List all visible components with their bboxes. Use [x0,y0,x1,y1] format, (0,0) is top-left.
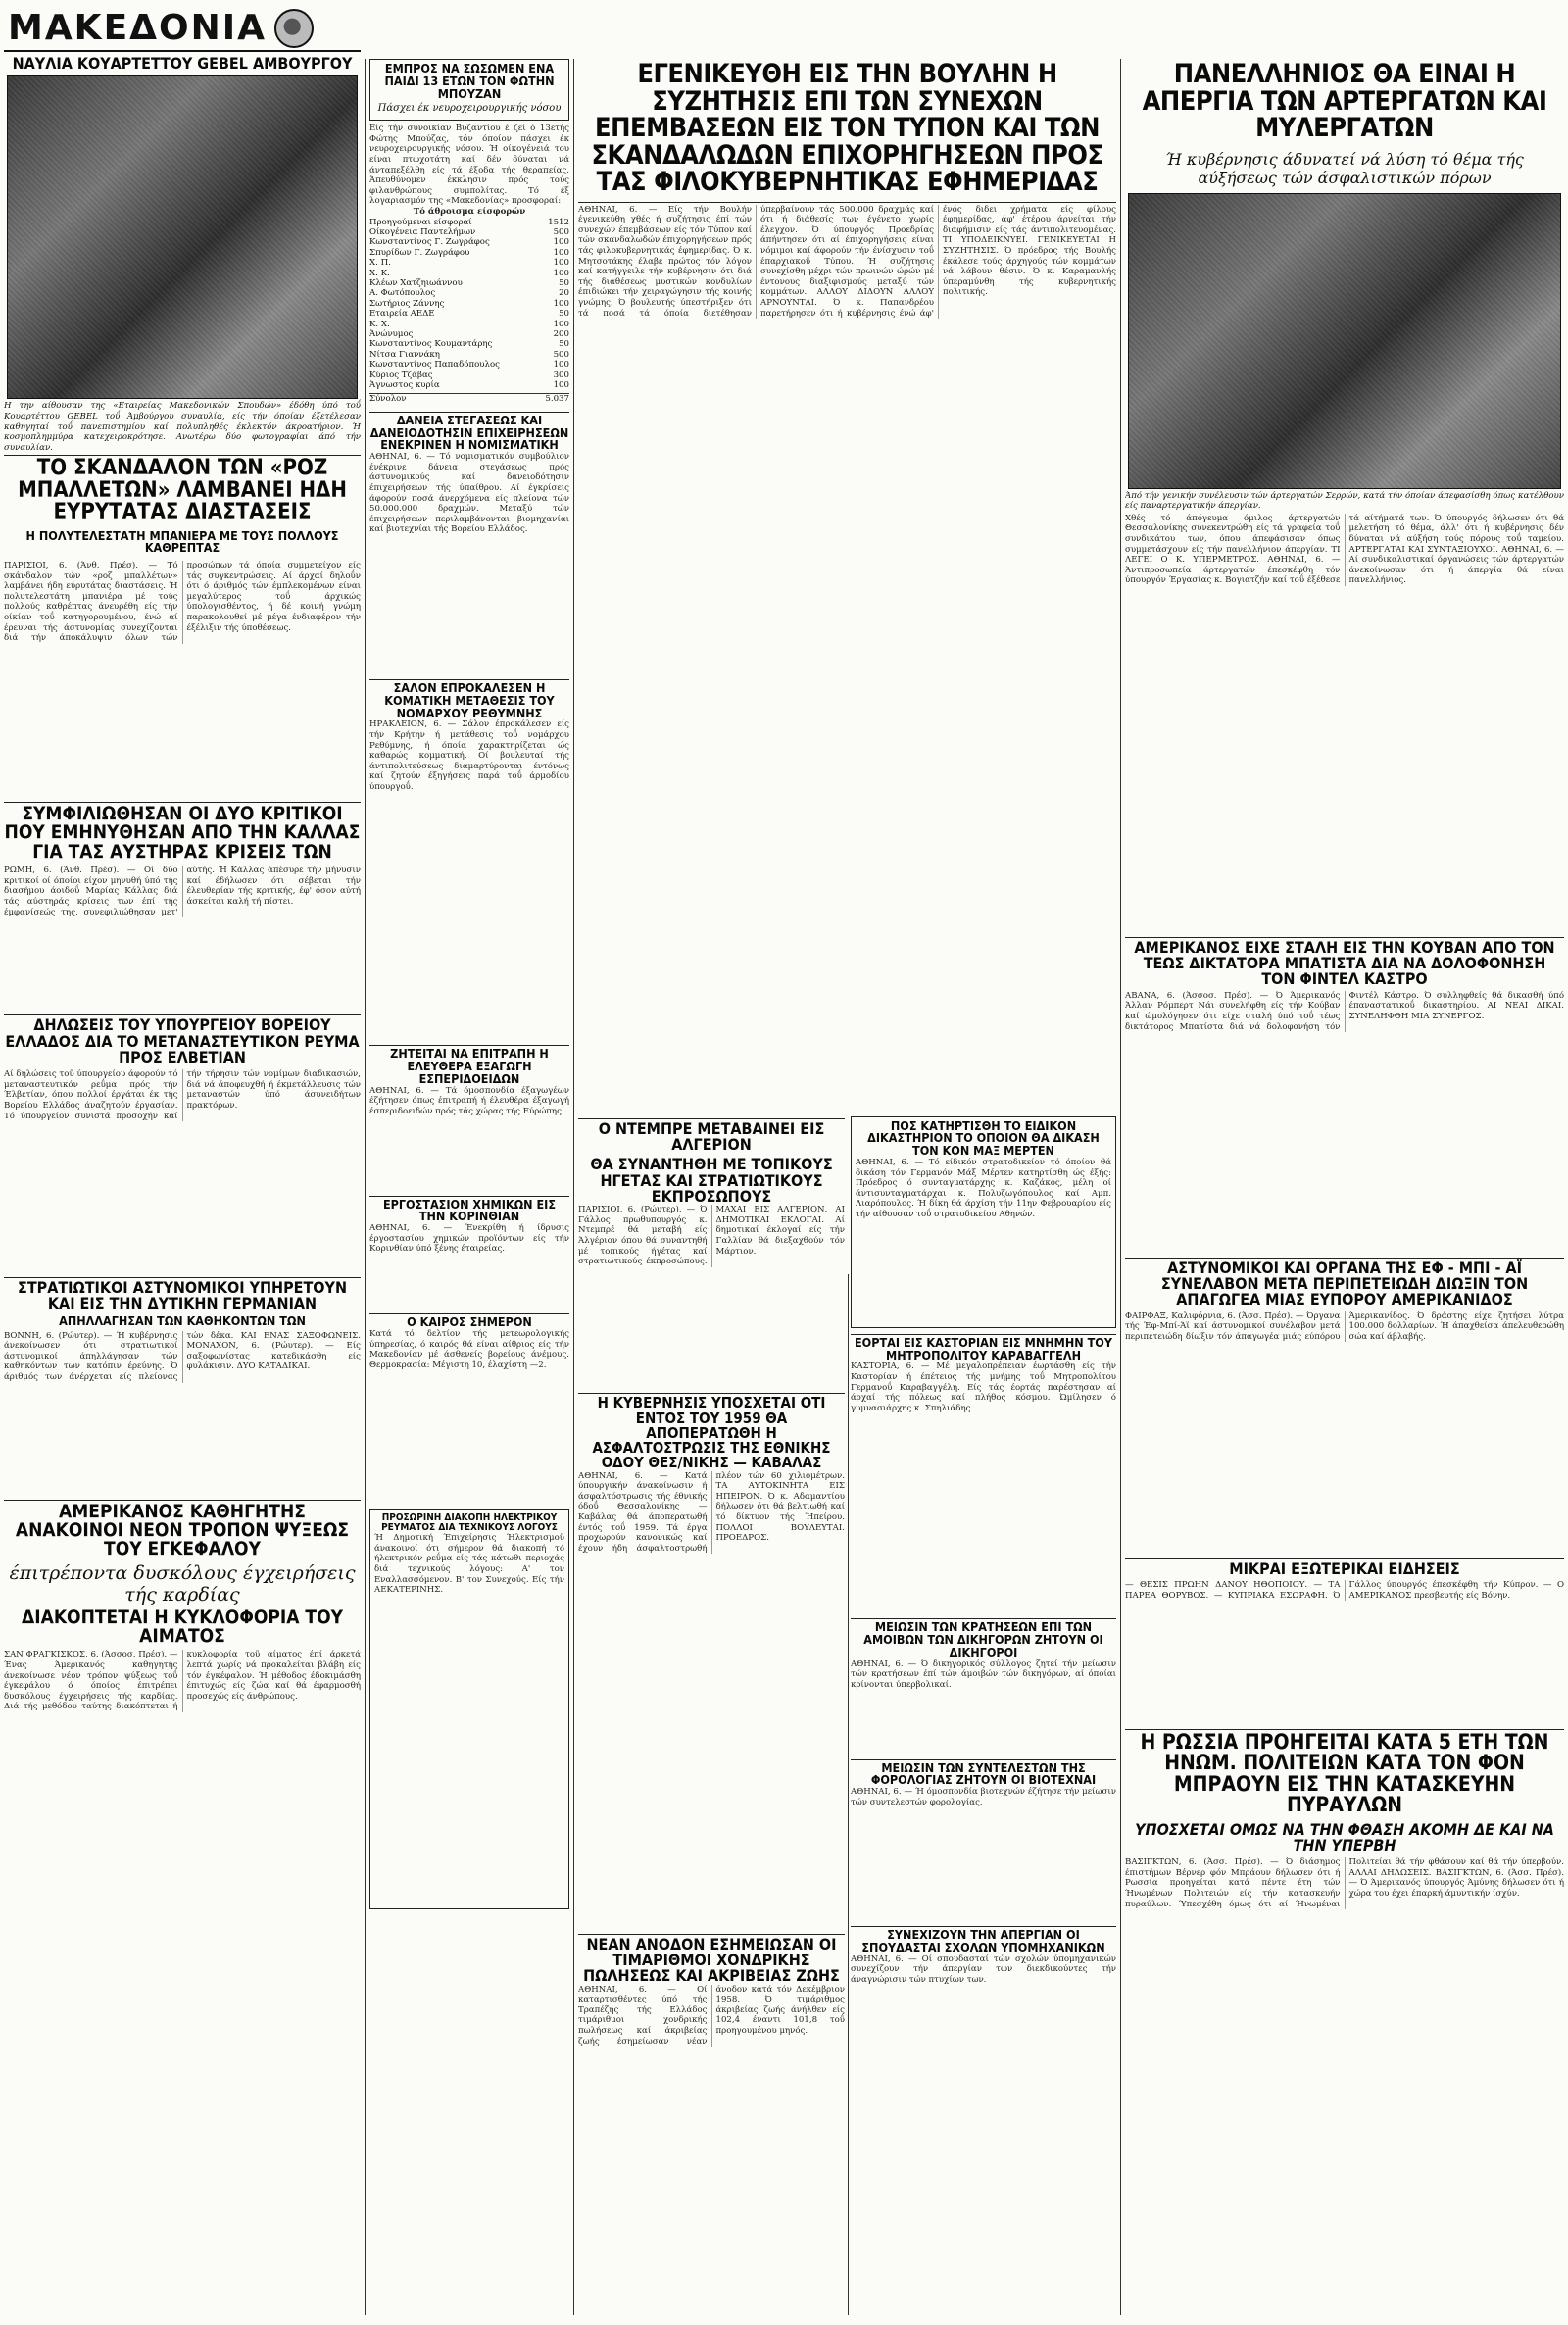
appeal-box [369,59,569,121]
concert-headline: ΝΑΥΛΙΑ ΚΟΥΑΡΤΕΤΤΟΥ GEBEL ΑΜΒΟΥΡΓΟΥ [12,54,353,73]
concert-photo-caption: Η την αίθουσαν της «Εταιρείας Μακεδονικών Σπουδών» έδόθη ύπό τοΰ Κουαρτέττου GEBEL τοΰ Άμβούργου συναυλία, είς τήν όποίαν έξετέλεσαν καθηγηταί τοΰ πανεπιστημίου καί πολυπληθές έκλεκτόν άκροατήριον. Ή κοσμοπλημμύρα κατεχειροκρότησε. Ανωτέρω δύο φωτογραφίαι άπό τήν συναυλίαν. [4,401,361,453]
story-headline: ΖΗΤΕΙΤΑΙ ΝΑ ΕΠΙΤΡΑΠΗ Η ΕΛΕΥΘΕΡΑ ΕΞΑΓΩΓΗ ΕΣΠΕΡΙΔΟΕΙΔΩΝ [390,1046,549,1086]
story-headline: ΜΙΚΡΑΙ ΕΞΩΤΕΡΙΚΑΙ ΕΙΔΗΣΕΙΣ [1229,1558,1460,1578]
column-4 [1125,0,1564,2325]
main-headline: ΕΓΕΝΙΚΕΥΘΗ ΕΙΣ ΤΗΝ ΒΟΥΛΗΝ Η ΣΥΖΗΤΗΣΙΣ ΕΠΙ ΤΩΝ ΣΥΝΕΧΩΝ ΕΠΕΜΒΑΣΕΩΝ ΕΙΣ ΤΟΝ ΤΥΠΟΝ ΚΑΙ ΤΩΝ ΣΚΑΝΔΑΛΩΔΩΝ ΕΠΙΧΟΡΗΓΗΣΕΩΝ ΠΡΟΣ ΤΑΣ ΦΙΛΟΚΥΒΕΡΝΗΤΙΚΑΣ ΕΦΗΜΕΡΙΔΑΣ [591,59,1103,198]
donor-name: Κλέων Χατζηιωάννου [369,278,463,289]
story-subheadline: ΑΠΗΛΛΑΓΗΣΑΝ ΤΩΝ ΚΑΘΗΚΟΝΤΩΝ ΤΩΝ [59,1312,306,1328]
story-body: ΠΑΡΙΣΙΟΙ, 6. (Άνθ. Πρέσ). — Τό σκάνδαλον τών «ροζ μπαλλέτων» λαμβάνει ήδη εύρυτάτας διαστάσεις. Ή πολυτελεστάτη μπανιέρα μέ τούς πολλούς καθρέπτας άνευρέθη είς τήν οίκίαν τοΰ κατηγορουμένου, ένώ αί έρευναι τής άστυνομίας συνεχίζονται διά τήν άποκάλυψιν όλων τών προσώπων τά όποία συμμετείχον είς τάς συγκεντρώσεις. Αί άρχαί δηλοΰν ότι ό άριθμός τών έμπλεκομένων είναι μεγαλύτερος τοΰ άρχικώς ύπολογισθέντος, ή δέ κοινή γνώμη παρακολουθεί μέ μέγα ένδιαφέρον τήν έξέλιξιν τής ύποθέσεως. [4,561,361,644]
story-headline: Ο ΝΤΕΜΠΡΕ ΜΕΤΑΒΑΙΝΕΙ ΕΙΣ ΑΛΓΕΡΙΟΝ [598,1118,825,1154]
donation-row [369,278,569,288]
story-subheadline: ΥΠΟΣΧΕΤΑΙ ΟΜΩΣ ΝΑ ΤΗΝ ΦΘΑΣΗ ΑΚΟΜΗ ΔΕ ΚΑΙ ΝΑ ΤΗΝ ΥΠΕΡΒΗ [1135,1819,1554,1855]
story-headline: ΑΜΕΡΙΚΑΝΟΣ ΕΙΧΕ ΣΤΑΛΗ ΕΙΣ ΤΗΝ ΚΟΥΒΑΝ ΑΠΟ ΤΟΝ ΤΕΩΣ ΔΙΚΤΑΤΟΡΑ ΜΠΑΤΙΣΤΑ ΔΙΑ ΝΑ ΔΟΛΟΦΟΝΗΣΗ ΤΟΝ ΦΙΝΤΕΛ ΚΑΣΤΡΟ [1134,937,1555,989]
lower-left [578,1116,845,2181]
story-headline: ΕΡΓΟΣΤΑΣΙΟΝ ΧΗΜΙΚΩΝ ΕΙΣ ΤΗΝ ΚΟΡΙΝΘΙΑΝ [382,1196,557,1224]
donation-amount: 100 [553,380,569,391]
story-body: ΑΘΗΝΑΙ, 6. — Τά όμοσπονδία έξαγωγέων έζήτησεν όπως έπιτραπή ή έλευθέρα έξαγωγή έσπεριδοειδών πρός τάς χώρας τής Εύρώπης. [369,1085,569,1116]
donor-name: Άγνωστος κυρία [369,380,440,391]
donor-name: Οίκογένεια Παντελήμων [369,227,476,237]
donor-name: Προηγούμεναι είσφοραί [369,217,472,227]
lower-section [578,1116,1116,2181]
donation-amount: 100 [553,319,569,329]
lower-right [851,1116,1116,2181]
donation-row [369,329,569,339]
story-headline: ΕΜΠΡΟΣ ΝΑ ΣΩΣΩΜΕΝ ΕΝΑ ΠΑΙΔΙ 13 ΕΤΩΝ ΤΟΝ ΦΩΤΗΝ ΜΠΟΥΖΑΝ [384,61,555,101]
donation-amount: 100 [553,298,569,309]
donation-row [369,320,569,329]
donation-amount: 20 [559,288,569,299]
donation-amount: 1512 [548,217,569,227]
masthead [4,0,361,52]
head-profile-emblem-icon [274,9,314,48]
column-rule [573,59,574,2315]
story-body: ΑΘΗΝΑΙ, 6. — Τό είδικόν στρατοδικείον τό όποίον θά δικάση τόν Γερμανόν Μάξ Μέρτεν κατηρτίσθη ώς έξής: Πρόεδρος ό συνταγματάρχης κ. Καζάκος, μέλη οί άντισυνταγματάρχαι κ. Πολυζωγόπουλος καί Αμπ. Λιαρόπουλος. Ή δίκη θά άρχίση τήν 11ην Φεβρουαρίου είς τήν αίθουσαν τοΰ στρατοδικείου Αθηνών. [856,1157,1111,1219]
story-headline: ΜΕΙΩΣΙΝ ΤΩΝ ΣΥΝΤΕΛΕΣΤΩΝ ΤΗΣ ΦΟΡΟΛΟΓΙΑΣ ΖΗΤΟΥΝ ΟΙ ΒΙΟΤΕΧΝΑΙ [870,1759,1097,1788]
story-subheadline: έπιτρέποντα δυσκόλους έγχειρήσεις τής καρδίας [9,1561,356,1606]
donation-amount: 100 [553,247,569,258]
donor-name: Νίτσα Γιαννάκη [369,349,440,360]
donation-amount: 100 [553,237,569,248]
donation-row [369,360,569,370]
concert-photo [7,75,358,399]
column-1 [4,0,361,2325]
story-headline: ΤΟ ΣΚΑΝΔΑΛΟΝ ΤΩΝ «ΡΟΖ ΜΠΑΛΛΕΤΩΝ» ΛΑΜΒΑΝΕΙ ΗΔΗ ΕΥΡΥΤΑΤΑΣ ΔΙΑΣΤΑΣΕΙΣ [18,456,347,525]
donations-total-row [369,393,569,404]
column-rule [1120,59,1121,2315]
story-body: ΑΘΗΝΑΙ, 6. — Ή όμοσπονδία βιοτεχνών έζήτησε τήν μείωσιν τών συντελεστών φορολογίας. [851,1787,1116,1807]
story-headline: ΔΗΛΩΣΕΙΣ ΤΟΥ ΥΠΟΥΡΓΕΙΟΥ ΒΟΡΕΙΟΥ ΕΛΛΑΔΟΣ ΔΙΑ ΤΟ ΜΕΤΑΝΑΣΤΕΥΤΙΚΟΝ ΡΕΥΜΑ ΠΡΟΣ ΕΛΒΕΤΙΑΝ [5,1015,360,1066]
story-body: ΑΘΗΝΑΙ, 6. — Οί σπουδασταί τών σχολών ύπομηχανικών συνεχίζουν τήν άπεργίαν των διεκδικούντες τήν άναγνώρισιν τών πτυχίων των. [851,1954,1116,1985]
story-body: ΑΘΗΝΑΙ, 6. — Τό νομισματικόν συμβούλιον ένέκρινε δάνεια στεγάσεως πρός άστυνομικούς καί δανειοδότησιν έπιχειρήσεων τής ύπαίθρου. Αί έγκρίσεις άφορούν ποσά άνερχόμενα είς πλείονα τών 50.000.000 δραχμών. Μεταξύ τών έπιχειρήσεων περιλαμβάνονται βιομηχανίαι καί βιοτεχνίαι τής Βορείου Ελλάδος. [369,452,569,535]
story-headline: ΔΙΑΚΟΠΤΕΤΑΙ Η ΚΥΚΛΟΦΟΡΙΑ ΤΟΥ ΑΙΜΑΤΟΣ [22,1606,343,1648]
donation-row [369,227,569,237]
story-headline: ΣΥΜΦΙΛΙΩΘΗΣΑΝ ΟΙ ΔΥΟ ΚΡΙΤΙΚΟΙ ΠΟΥ ΕΜΗΝΥΘΗΣΑΝ ΑΠΟ ΤΗΝ ΚΑΛΛΑΣ ΓΙΑ ΤΑΣ ΑΥΣΤΗΡΑΣ ΚΡΙΣΕΙΣ ΤΩΝ [4,803,361,863]
donations-total: 5.037 [545,393,569,404]
story-body: ΦΑΙΡΦΑΞ, Καλιφόρνια, 6. (Άσσ. Πρέσ). — Όργανα τής Έφ-Μπί-Άϊ καί άστυνομικοί συνέλαβον μετά περιπετειώδη δίωξιν τόν άπαγωγέα μιάς εύπόρου Άμερικανίδος. Ό δράστης είχε ζητήσει λύτρα 100.000 δολλαρίων. Ή άπαχθείσα άπελευθερώθη σώα καί άβλαβής. [1125,1311,1564,1342]
donor-name: Κ. Χ. [369,319,390,329]
story-subheadline: Η ΠΟΛΥΤΕΛΕΣΤΑΤΗ ΜΠΑΝΙΕΡΑ ΜΕ ΤΟΥΣ ΠΟΛΛΟΥΣ ΚΑΘΡΕΠΤΑΣ [25,527,339,556]
story-body: ΒΟΝΝΗ, 6. (Ρώυτερ). — Ή κυβέρνησις άνεκοίνωσεν ότι στρατιωτικοί άστυνομικοί άπηλλάγησαν τών καθηκόντων των κατόπιν έρεύνης. Ό άριθμός των άνέρχεται είς πλείονας τών δέκα. ΚΑΙ ΕΝΑΣ ΣΑΞΟΦΩΝΕΙΣ. ΜΟΝΑΧΟΝ, 6. (Ρώυτερ). — Είς σαξοφωνίστας κατεδικάσθη είς φυλάκισιν. ΔΥΟ ΚΑΤΑΔΙΚΑΙ. [4,1330,361,1382]
story-headline: ΑΜΕΡΙΚΑΝΟΣ ΚΑΘΗΓΗΤΗΣ ΑΝΑΚΟΙΝΟΙ ΝΕΟΝ ΤΡΟΠΟΝ ΨΥΞΕΩΣ ΤΟΥ ΕΓΚΕΦΑΛΟΥ [15,1500,350,1560]
story-body: ΣΑΝ ΦΡΑΓΚΙΣΚΟΣ, 6. (Άσσοσ. Πρέσ). — Ένας Άμερικανός καθηγητής άνεκοίνωσε νέον τρόπον ψύξεως τοΰ έγκεφάλου ό όποίος έπιτρέπει δυσκόλους έγχειρήσεις τής καρδίας. Διά τής μεθόδου ταύτης διακόπτεται ή κυκλοφορία τοΰ αίματος έπί άρκετά λεπτά χωρίς νά προκαλείται βλάβη είς τόν έγκέφαλον. Ή μέθοδος έδοκιμάσθη έπιτυχώς είς ζώα καί θά έφαρμοσθή προσεχώς είς άνθρώπους. [4,1650,361,1712]
story-headline: ΠΡΟΣΩΡΙΝΗ ΔΙΑΚΟΠΗ ΗΛΕΚΤΡΙΚΟΥ ΡΕΥΜΑΤΟΣ ΔΙΑ ΤΕΧΝΙΚΟΥΣ ΛΟΓΟΥΣ [381,1511,558,1534]
story-body: ΚΑΣΤΟΡΙΑ, 6. — Μέ μεγαλοπρέπειαν έωρτάσθη είς τήν Καστορίαν ή έπέτειος τής μνήμης τοΰ Μητροπολίτου Γερμανοΰ Καραβαγγέλη. Είς τάς έορτάς παρέστησαν αί άρχαί τής πόλεως καί πλήθος κόσμου. Ώμίλησεν ό γυμνασιάρχης κ. Σπηλιάδης. [851,1361,1116,1413]
story-body: Ή Δημοτική Έπιχείρησις Ήλεκτρισμοΰ άνακοινοί ότι σήμερον θά διακοπή τό ήλεκτρικόν ρεΰμα είς τάς κάτωθι περιοχάς διά τεχνικούς λόγους: Α' τον Εναλλασσόμενον. Β' τον Συνεχούς. Είς τήν ΑΕΚΑΤΕΡΙΝΗΣ. [374,1533,564,1596]
donation-row [369,380,569,390]
donation-row [369,309,569,319]
story-subheadline: ΘΑ ΣΥΝΑΝΤΗΘΗ ΜΕ ΤΟΠΙΚΟΥΣ ΗΓΕΤΑΣ ΚΑΙ ΣΤΡΑΤΙΩΤΙΚΟΥΣ ΕΚΠΡΟΣΩΠΟΥΣ [590,1155,833,1206]
story-body: ΠΑΡΙΣΙΟΙ, 6. (Ρώυτερ). — Ό Γάλλος πρωθυπουργός κ. Ντεμπρέ θά μεταβή είς Άλγέριον όπου θά συναντηθή μέ τοπικούς ήγέτας καί στρατιωτικούς έκπροσώπους. ΜΑΧΑΙ ΕΙΣ ΑΛΓΕΡΙΟΝ. ΑΙ ΔΗΜΟΤΙΚΑΙ ΕΚΛΟΓΑΙ. Αί δημοτικαί έκλογαί είς τήν Γαλλίαν θά διεξαχθούν τόν Μάρτιον. [578,1205,845,1267]
donor-name: Χ. Π. [369,258,391,269]
court-box [851,1116,1116,1328]
donor-name: Κωνσταντίνος Κουμαντάρης [369,339,493,350]
donation-amount: 100 [553,360,569,371]
story-body: — ΘΕΣΙΣ ΠΡΩΗΝ ΔΑΝΟΥ ΗΘΟΠΟΙΟΥ. — ΤΑ ΠΑΡΕΑ ΘΟΡΥΒΟΣ. — ΚΥΠΡΙΑΚΑ ΕΣΩΡΑΦΗ. Ό Γάλλος ύπουργός έπεσκέφθη τήν Κύπρον. — Ο ΑΜΕΡΙΚΑΝΟΣ πρεσβευτής είς Βόνην. [1125,1579,1564,1601]
story-body: ΑΘΗΝΑΙ, 6. — Οί καταρτισθέντες ύπό τής Τραπέζης τής Ελλάδος τιμάριθμοι χονδρικής πωλήσεως καί άκριβείας ζωής έσημείωσαν νέαν άνοδον κατά τόν Δεκέμβριον 1958. Ό τιμάριθμος άκριβείας ζωής άνήλθεν είς 102,4 έναντι 101,8 τοΰ προηγουμένου μηνός. [578,1984,845,2047]
donation-row [369,218,569,227]
story-body: Αί δηλώσεις τοΰ ύπουργείου άφορούν τό μεταναστευτικόν ρεΰμα πρός τήν Έλβετίαν, όπου πολλοί έργάται έκ τής Βορείου Ελλάδος άναζητούν έργασίαν. Τό ύπουργείον συνιστά προσοχήν καί τήν τήρησιν τών νομίμων διαδικασιών, διά νά άποφευχθή ή έκμετάλλευσις τών μεταναστών ύπό άσυνειδήτων πρακτόρων. [4,1069,361,1121]
story-body: ΑΘΗΝΑΙ, 6. — Ό δικηγορικός σύλλογος ζητεί τήν μείωσιν τών κρατήσεων έπί τών άμοιβών τών δικηγόρων, αί όποίαι κρίνονται ύπερβολικαί. [851,1658,1116,1690]
donation-row [369,248,569,258]
weather-body: Κατά τό δελτίον τής μετεωρολογικής ύπηρεσίας, ό καιρός θά είναι αίθριος είς τήν Μακεδονίαν μέ άσθενείς βορείους άνέμους. Θερμοκρασία: Μέγιστη 10, έλαχίστη —2. [369,1328,569,1370]
story-headline: Η ΡΩΣΣΙΑ ΠΡΟΗΓΕΙΤΑΙ ΚΑΤΑ 5 ΕΤΗ ΤΩΝ ΗΝΩΜ. ΠΟΛΙΤΕΙΩΝ ΚΑΤΑ ΤΟΝ ΦΟΝ ΜΠΡΑΟΥΝ ΕΙΣ ΤΗΝ ΚΑΤΑΣΚΕΥΗΝ ΠΥΡΑΥΛΩΝ [1140,1729,1549,1817]
power-cut-box [369,1509,569,1909]
donor-name: Εταιρεία ΑΕΔΕ [369,309,435,320]
donation-row [369,339,569,349]
donations-total-label: Σύνολον [369,393,407,404]
donation-amount: 200 [553,329,569,340]
donor-name: Κωνσταντίνος Γ. Ζωγράφος [369,237,490,248]
story-headline: ΜΕΙΩΣΙΝ ΤΩΝ ΚΡΑΤΗΣΕΩΝ ΕΠΙ ΤΩΝ ΑΜΟΙΒΩΝ ΤΩΝ ΔΙΚΗΓΟΡΩΝ ΖΗΤΟΥΝ ΟΙ ΔΙΚΗΓΟΡΟΙ [863,1619,1103,1659]
donation-amount: 100 [553,268,569,278]
donor-name: Κωνσταντίνος Παπαδόπουλος [369,360,500,371]
donation-amount: 500 [553,227,569,237]
donor-name: Χ. Κ. [369,268,390,278]
story-headline: ΔΑΝΕΙΑ ΣΤΕΓΑΣΕΩΣ ΚΑΙ ΔΑΝΕΙΟΔΟΤΗΣΙΝ ΕΠΙΧΕΙΡΗΣΕΩΝ ΕΝΕΚΡΙΝΕΝ Η ΝΟΜΙΣΜΑΤΙΚΗ [369,412,569,453]
masthead-title: ΜΑΚΕΔΟΝΙΑ [8,8,268,48]
story-body: Είς τήν συνοικίαν Βυζαντίου έ ζεί ό 13ετής Φώτης Μπούζας, τόν όποίον πάσχει έκ νευροχειρουργικής νόσου. Ή οίκογένειά του είναι πτωχοτάτη καί δέν δύναται νά άνταπεξέλθη είς τά έξοδα τής θεραπείας. Άπευθύνομεν έκκλησιν πρός τούς φιλανθρώπους συμπολίτας. Τό έξ λογαριασμόν της «Μακεδονίας» προσφοραί: [369,124,569,207]
donor-name: Σπυρίδων Γ. Ζωγράφου [369,247,470,258]
story-headline: ΝΕΑΝ ΑΝΟΔΟΝ ΕΣΗΜΕΙΩΣΑΝ ΟΙ ΤΙΜΑΡΙΘΜΟΙ ΧΟΝΔΡΙΚΗΣ ΠΩΛΗΣΕΩΣ ΚΑΙ ΑΚΡΙΒΕΙΑΣ ΖΩΗΣ [583,1934,840,1986]
story-headline: ΠΟΣ ΚΑΤΗΡΤΙΣΘΗ ΤΟ ΕΙΔΙΚΟΝ ΔΙΚΑΣΤΗΡΙΟΝ ΤΟ ΟΠΟΙΟΝ ΘΑ ΔΙΚΑΣΗ ΤΟΝ ΚΟΝ ΜΑΞ ΜΕΡΤΕΝ [867,1117,1100,1159]
story-headline: ΣΑΛΟΝ ΕΠΡΟΚΑΛΕΣΕΝ Η ΚΟΜΑΤΙΚΗ ΜΕΤΑΘΕΣΙΣ ΤΟΥ ΝΟΜΑΡΧΟΥ ΡΕΘΥΜΝΗΣ [384,680,555,720]
weather-headline: Ο ΚΑΙΡΟΣ ΣΗΜΕΡΟΝ [407,1314,532,1330]
story-body: ΗΡΑΚΛΕΙΟΝ, 6. — Σάλον έπροκάλεσεν είς τήν Κρήτην ή μετάθεσις τοΰ νομάρχου Ρεθύμνης, ή όποία χαρακτηρίζεται ώς καθαρώς κομματική. Οί βουλευταί τής άντιπολιτεύσεως διαμαρτύρονται έντόνως καί ζητούν έξηγήσεις παρά τοΰ άρμοδίου ύπουργοΰ. [369,719,569,792]
story-subheadline: Πάσχει έκ νευροχειρουργικής νόσου [377,103,562,115]
donation-row [369,288,569,298]
donation-row [369,258,569,268]
story-body: ΑΘΗΝΑΙ, 6. — Είς τήν Βουλήν έγενικεύθη χθές ή συζήτησις έπί τών συνεχών έπεμβάσεων είς τόν Τύπον καί τών σκανδαλωδών έπιχορηγήσεων πρός τάς φιλοκυβερνητικάς έφημερίδας. Ό κ. Μητσοτάκης έλαβε πρώτος τόν λόγον καί κατήγγειλε τήν κυβέρνησιν ότι διά τής διαθέσεως μυστικών κονδυλίων έπιδιώκει τήν χειραγώγησιν τής κοινής γνώμης. Ό βουλευτής ύπεστήριξεν ότι τά ποσά τά όποία διετέθησαν ύπερβαίνουν τάς 500.000 δραχμάς καί ότι ή διάθεσίς των έγένετο χωρίς έλεγχον. Ό ύπουργός Προεδρίας άπήντησεν ότι αί έπιχορηγήσεις είναι νόμιμοι καί άφορούν τήν ένίσχυσιν τοΰ έπαρχιακοΰ Τύπου. Ή συζήτησις συνεχίσθη μέχρι τών πρωινών ώρών μέ έντονους διαξιφισμούς μεταξύ τών κομμάτων. ΑΛΛΟΥ ΔΙΔΟΥΝ ΑΛΛΟΥ ΑΡΝΟΥΝΤΑΙ. Ό κ. Παπανδρέου παρετήρησεν ότι ή κυβέρνησις ένώ άφ' ένός διδει χρήματα είς φίλους έφημερίδας, άφ' έτέρου άρνείται τήν διαφήμισιν είς τάς άντιπολιτευομένας. ΤΙ ΥΠΟΔΕΙΚΝΥΕΙ. ΓΕΝΙΚΕΥΕΤΑΙ Η ΣΥΖΗΤΗΣΙΣ. Ό πρόεδρος τής Βουλής έκάλεσε τούς άρχηγούς τών κομμάτων νά λάβουν θέσιν. Ό κ. Καραμανλής ύπεραμύνθη τής κυβερνητικής πολιτικής. [578,204,1116,319]
donor-name: Σωτήριος Ζάννης [369,298,445,309]
strikers-meeting-photo [1128,193,1561,489]
donation-row [369,371,569,380]
donor-name: Α. Φωτόπουλος [369,288,436,299]
main-subheadline: Ή κυβέρνησις άδυνατεί νά λύση τό θέμα τής αύξήσεως τών άσφαλιστικών πόρων [1165,149,1524,187]
story-headline: ΕΟΡΤΑΙ ΕΙΣ ΚΑΣΤΟΡΙΑΝ ΕΙΣ ΜΝΗΜΗΝ ΤΟΥ ΜΗΤΡΟΠΟΛΙΤΟΥ ΚΑΡΑΒΑΓΓΕΛΗ [855,1334,1112,1362]
donation-amount: 500 [553,349,569,360]
story-headline: ΣΤΡΑΤΙΩΤΙΚΟΙ ΑΣΤΥΝΟΜΙΚΟΙ ΥΠΗΡΕΤΟΥΝ ΚΑΙ ΕΙΣ ΤΗΝ ΔΥΤΙΚΗΝ ΓΕΡΜΑΝΙΑΝ [17,1278,348,1313]
donations-list [369,218,569,391]
story-headline: Η ΚΥΒΕΡΝΗΣΙΣ ΥΠΟΣΧΕΤΑΙ ΟΤΙ ΕΝΤΟΣ ΤΟΥ 1959 ΘΑ ΑΠΟΠΕΡΑΤΩΘΗ Η ΑΣΦΑΛΤΟΣΤΡΩΣΙΣ ΤΗΣ ΕΘΝΙΚΗΣ ΟΔΟΥ ΘΕΣ/ΝΙΚΗΣ — ΚΑΒΑΛΑΣ [592,1394,831,1472]
story-headline: ΣΥΝΕΧΙΖΟΥΝ ΤΗΝ ΑΠΕΡΓΙΑΝ ΟΙ ΣΠΟΥΔΑΣΤΑΙ ΣΧΟΛΩΝ ΥΠΟΜΗΧΑΝΙΚΩΝ [861,1927,1105,1954]
story-body: ΡΩΜΗ, 6. (Άνθ. Πρέσ). — Οί δύο κριτικοί οί όποίοι είχον μηνυθή ύπό τής διασήμου άοιδοΰ Μαρίας Κάλλας διά τάς αύστηράς κρίσεις των έπί τής έμφανίσεώς της, συνεφιλιώθησαν μετ' αύτής. Ή Κάλλας άπέσυρε τήν μήνυσιν καί έδήλωσεν ότι σέβεται τήν έλευθερίαν τής κριτικής, έφ' όσον αύτή άσκείται καλή τή πίστει. [4,866,361,917]
story-body: ΑΒΑΝΑ, 6. (Άσσοσ. Πρέσ). — Ό Άμερικανός Άλλαν Ρόμπερτ Νάι συνελήφθη είς τήν Κούβαν καί ώμολόγησεν ότι είχε σταλή ύπό τοΰ τέως δικτάτορος Μπατίστα διά νά δολοφονήση τόν Φιντέλ Κάστρο. Ό συλληφθείς θά δικασθή ύπό έπαναστατικοΰ δικαστηρίου. ΑΙ ΝΕΑΙ ΔΙΚΑΙ. ΣΥΝΕΛΗΦΘΗ ΜΙΑ ΣΥΝΕΡΓΟΣ. [1125,990,1564,1032]
donation-amount: 50 [559,339,569,350]
column-2 [369,0,569,2325]
column-rule [365,59,366,2315]
story-body: ΑΘΗΝΑΙ, 6. — Κατά ύπουργικήν άνακοίνωσιν ή άσφαλτόστρωσις τής έθνικής όδοΰ Θεσσαλονίκης — Καβάλας θά άποπερατωθή έντός τοΰ 1959. Τά έργα προχωρούν κανονικώς καί έχουν ήδη άσφαλτοστρωθή πλέον τών 60 χιλιομέτρων. ΤΑ ΑΥΤΟΚΙΝΗΤΑ ΕΙΣ ΗΠΕΙΡΟΝ. Ό κ. Αδαμαντίου δήλωσεν ότι θά βελτιωθή καί τό δίκτυον τής Ήπείρου. ΠΟΛΛΟΙ ΒΟΥΛΕΥΤΑΙ. ΠΡΟΕΔΡΟΣ. [578,1470,845,1554]
donation-row [369,269,569,278]
donation-amount: 50 [559,309,569,320]
donor-name: Κύριος Τζάβας [369,370,433,380]
donation-row [369,350,569,360]
column-3 [578,0,1116,2325]
donations-title: Τό άθροισμα είσφορών [413,207,526,217]
strikers-photo-caption: Άπό τήν γενικήν συνέλευσιν τών άρτεργατών Σερρών, κατά τήν όποίαν άπεφασίσθη όπως κατέλθουν είς παναρτεργατικήν άπεργίαν. [1125,490,1564,512]
donation-row [369,237,569,247]
story-body: Χθές τό άπόγευμα όμιλος άρτεργατών Θεσσαλονίκης συνεκεντρώθη είς τά γραφεία τοΰ συνδικάτου των, όπου άπεφάσισαν όπως συμμετάσχουν είς τήν πανελλήνιον άπεργίαν. ΤΙ ΛΕΓΕΙ Ο Κ. ΥΠΕΡΜΕΤΡΟΣ. ΑΘΗΝΑΙ, 6. — Άντιπροσωπεία άρτεργατών έπεσκέφθη τόν ύπουργόν Έργασίας κ. Βογιατζήν καί τοΰ έξέθεσε τά αίτήματά των. Ό ύπουργός δήλωσεν ότι θά μελετήση τό θέμα, άλλ' ότι ή κυβέρνησις δέν δύναται νά αύξήση τούς πόρους τοΰ ταμείου. ΑΡΤΕΡΓΑΤΑΙ ΚΑΙ ΣΥΝΤΑΞΙΟΥΧΟΙ. ΑΘΗΝΑΙ, 6. — Αί συνδικαλιστικαί όργανώσεις τών άρτεργατών άνεκοίνωσαν ότι ή άπεργία θά είναι πανελλήνιος. [1125,513,1564,586]
donation-amount: 300 [553,370,569,380]
story-headline: ΑΣΤΥΝΟΜΙΚΟΙ ΚΑΙ ΟΡΓΑΝΑ ΤΗΣ ΕΦ - ΜΠΙ - ΑΪ ΣΥΝΕΛΑΒΟΝ ΜΕΤΑ ΠΕΡΙΠΕΤΕΙΩΔΗ ΔΙΩΞΙΝ ΤΟΝ ΑΠΑΓΩΓΕΑ ΜΙΑΣ ΕΥΠΟΡΟΥ ΑΜΕΡΙΚΑΝΙΔΟΣ [1160,1258,1529,1310]
donor-name: Άνώνυμος [369,329,414,340]
donation-row [369,299,569,309]
donation-amount: 50 [559,278,569,289]
donation-amount: 100 [553,258,569,269]
story-body: ΒΑΣΙΓΚΤΩΝ, 6. (Άσσ. Πρέσ). — Ό διάσημος έπιστήμων Βέρνερ φόν Μπράουν δήλωσεν ότι ή Ρωσσία προηγείται κατά πέντε έτη τών Ήνωμένων Πολιτειών είς τήν κατασκευήν πυραύλων. Ύπεσχέθη όμως ότι αί Ήνωμέναι Πολιτείαι θά τήν φθάσουν καί θά τήν ύπερβούν. ΑΛΛΑΙ ΔΗΛΩΣΕΙΣ. ΒΑΣΙΓΚΤΩΝ, 6. (Άσσ. Πρέσ). — Ό Άμερικανός ύπουργός Άμύνης δήλωσεν ότι ή χώρα του έχει έπαρκή άμυντικήν ίσχύν. [1125,1857,1564,1909]
story-body: ΑΘΗΝΑΙ, 6. — Ένεκρίθη ή ίδρυσις έργοστασίου χημικών προϊόντων είς τήν Κορινθίαν ύπό ξένης έταιρείας. [369,1223,569,1255]
main-headline: ΠΑΝΕΛΛΗΝΙΟΣ ΘΑ ΕΙΝΑΙ Η ΑΠΕΡΓΙΑ ΤΩΝ ΑΡΤΕΡΓΑΤΩΝ ΚΑΙ ΜΥΛΕΡΓΑΤΩΝ [1142,59,1547,144]
